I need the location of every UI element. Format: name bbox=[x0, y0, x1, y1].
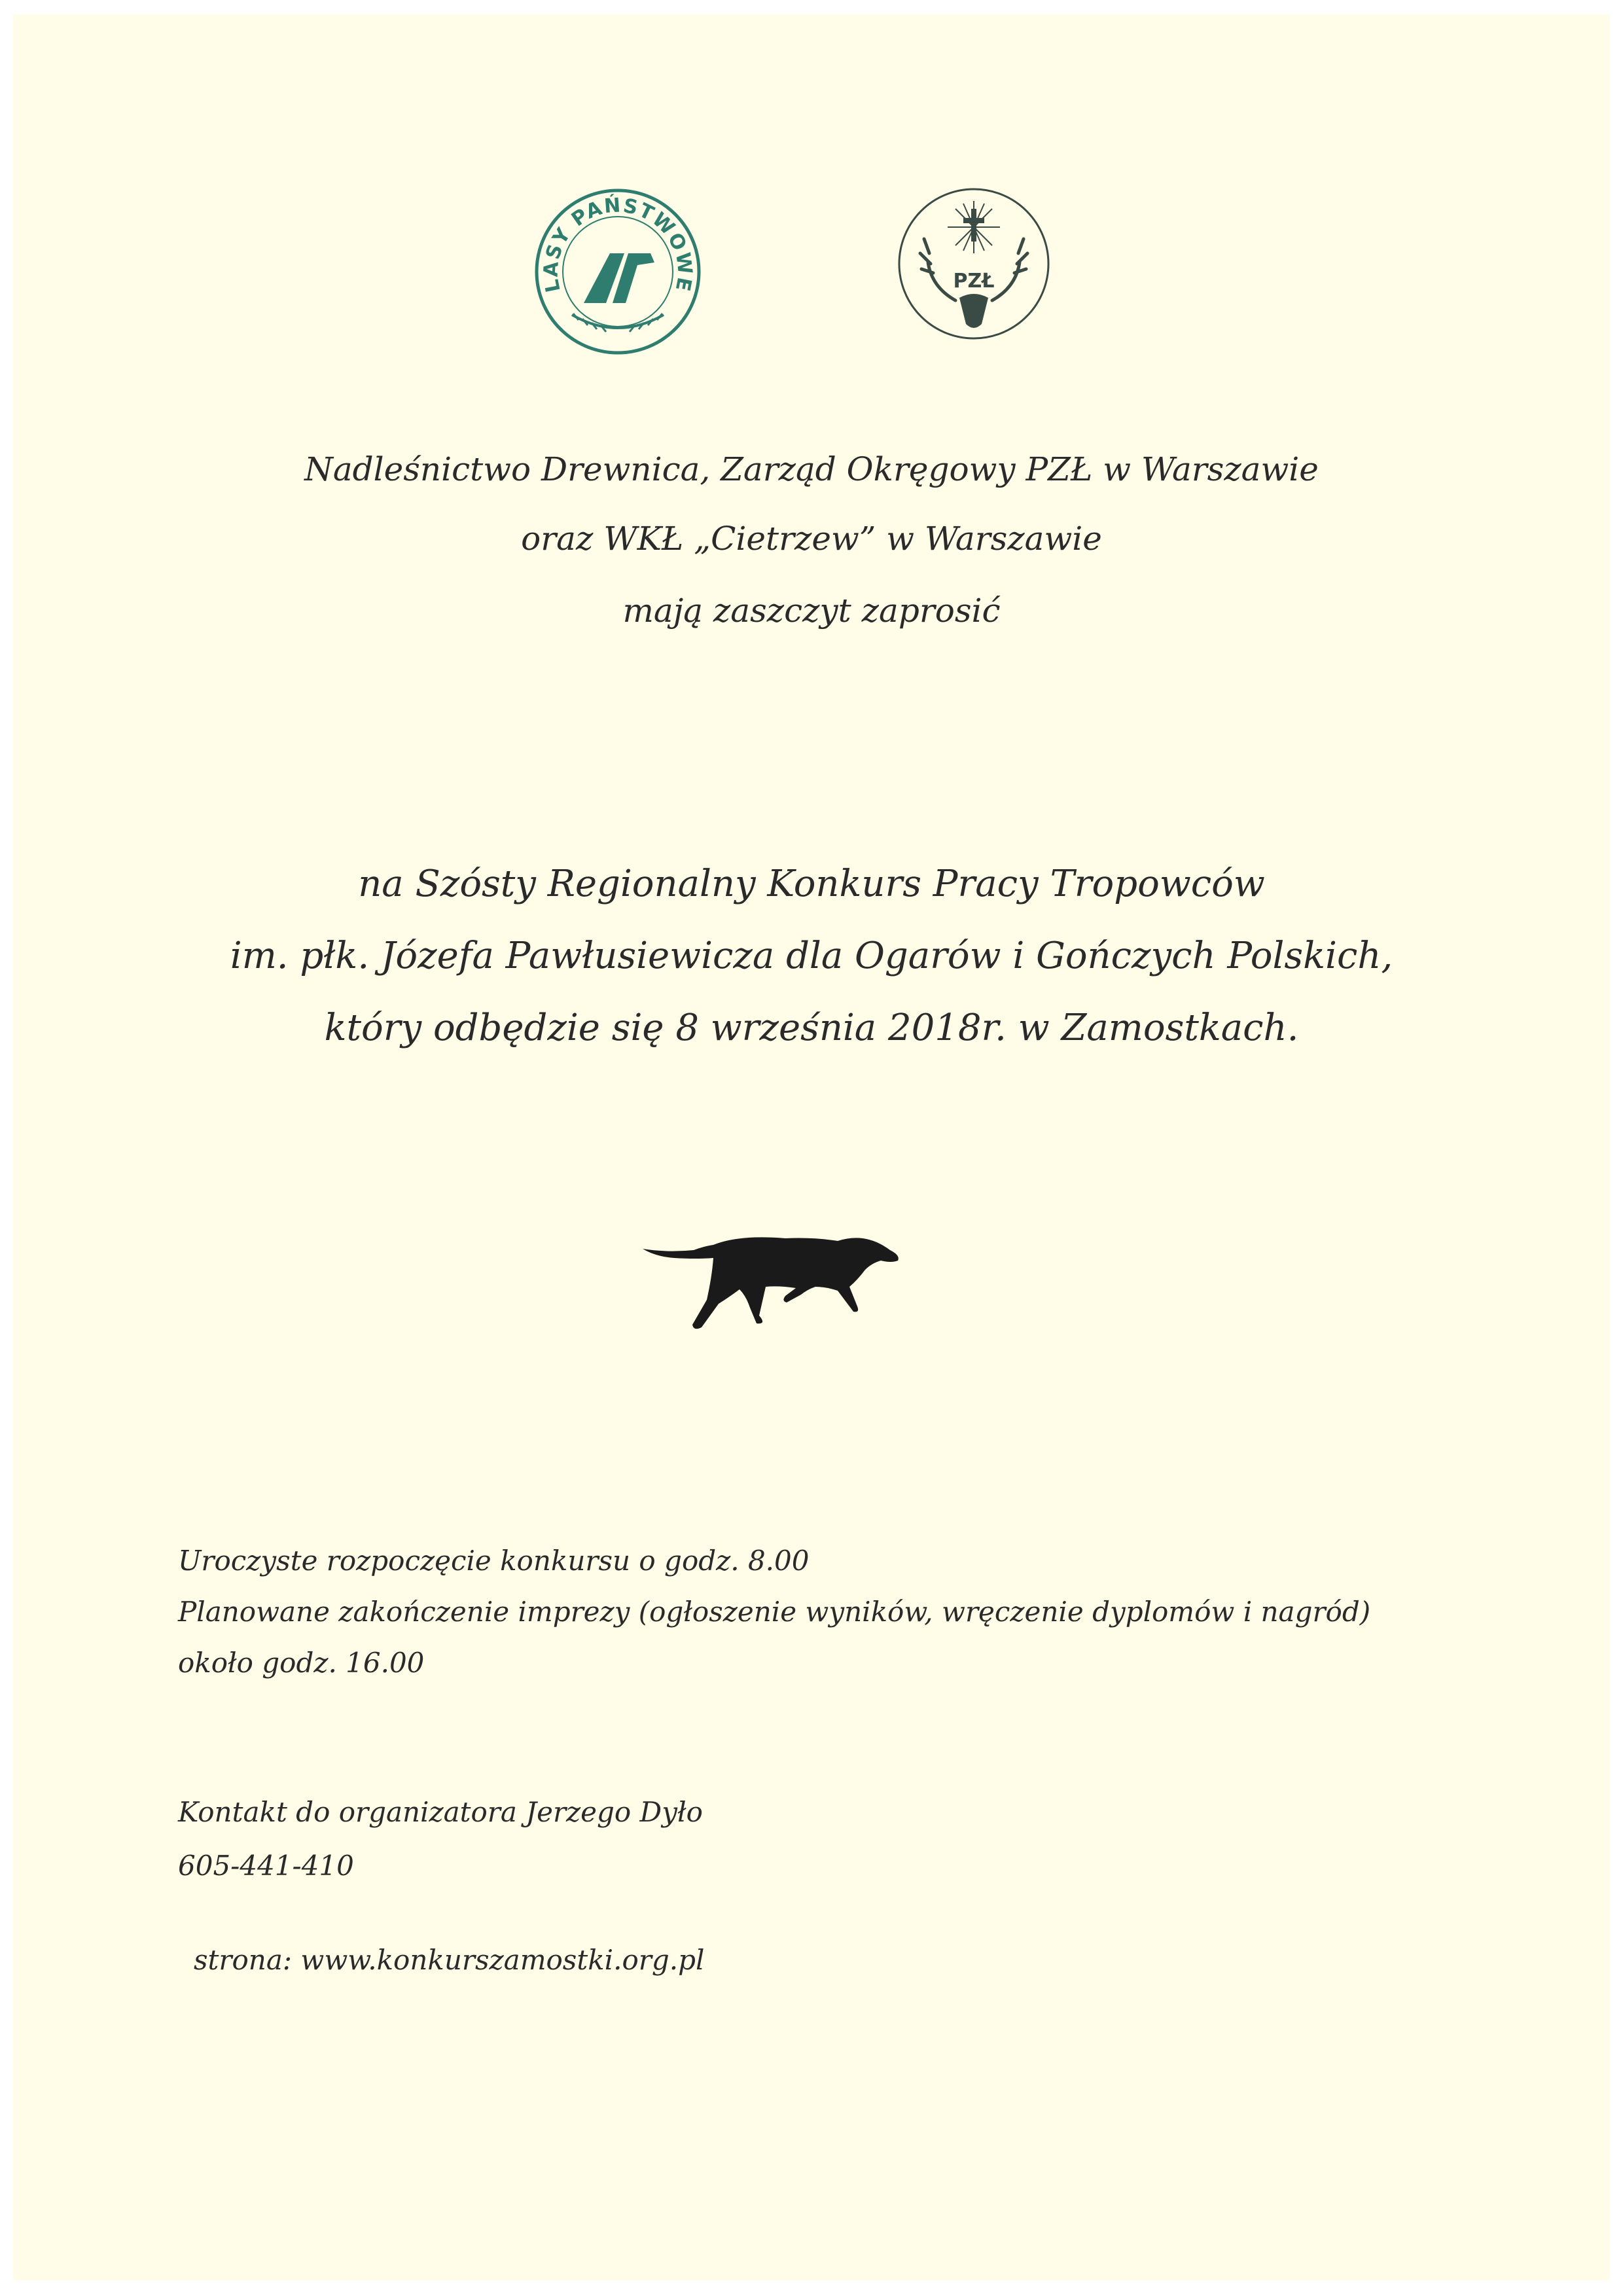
tracking-dog-silhouette bbox=[641, 1224, 903, 1335]
pzl-hunting-emblem bbox=[895, 185, 1052, 342]
intro-organizers: Nadleśnictwo Drewnica, Zarząd Okręgowy PZŁ w Warszawie bbox=[304, 450, 1319, 488]
contest-date-place: który odbędzie się 8 września 2018r. w Zamostkach. bbox=[324, 1007, 1299, 1049]
contact-organizer: Kontakt do organizatora Jerzego Dyło bbox=[178, 1796, 703, 1828]
contact-website[interactable]: strona: www.konkurszamostki.org.pl bbox=[194, 1944, 705, 1976]
contest-patron: im. płk. Józefa Pawłusiewicza dla Ogarów i Gończych Polskich, bbox=[230, 935, 1393, 977]
contest-title: na Szósty Regionalny Konkurs Pracy Tropowców bbox=[358, 863, 1265, 905]
contact-phone: 605-441-410 bbox=[178, 1850, 354, 1882]
intro-invitation: mają zaszczyt zaprosić bbox=[622, 592, 1001, 630]
pzl-monogram: PZŁ bbox=[953, 270, 995, 293]
logo-header bbox=[0, 0, 1623, 393]
schedule-closing: Planowane zakończenie imprezy (ogłoszenie wyników, wręczenie dyplomów i nagród) bbox=[178, 1596, 1371, 1628]
schedule-opening: Uroczyste rozpoczęcie konkursu o godz. 8.00 bbox=[178, 1545, 810, 1577]
lasy-panstwowe-ring-text: LASY PAŃSTWOWE bbox=[539, 194, 697, 295]
intro-club: oraz WKŁ „Cietrzew” w Warszawie bbox=[521, 520, 1102, 558]
schedule-closing-time: około godz. 16.00 bbox=[178, 1647, 425, 1679]
lasy-panstwowe-logo bbox=[533, 187, 703, 357]
